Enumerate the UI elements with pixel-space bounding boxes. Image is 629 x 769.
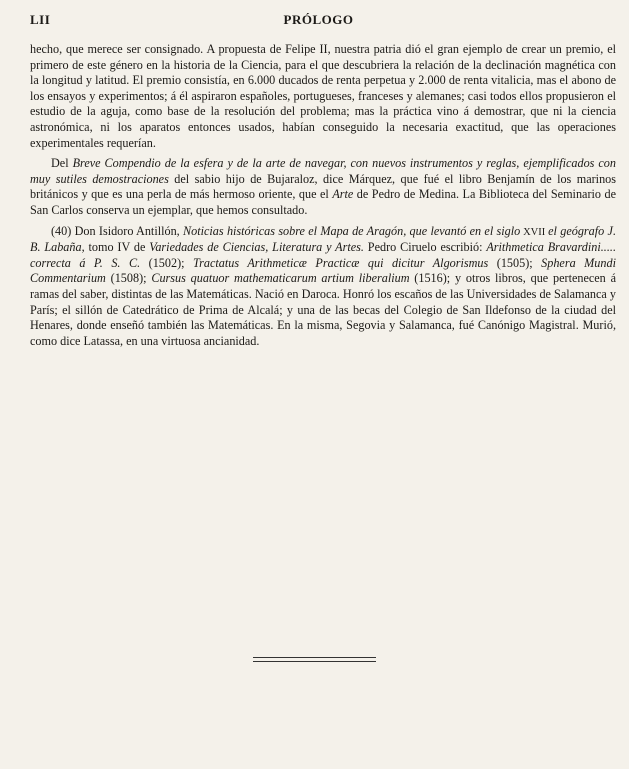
text-run: (40) Don Isidoro Antillón, (51, 223, 184, 238)
book-title: Sphera Mundi Commentarium (30, 255, 616, 286)
book-title: Arte (332, 187, 354, 202)
book-title: Tractatus Arithmeticæ Practicæ qui dicitur Algorismus (193, 255, 489, 270)
book-title: el geógrafo J. B. Labaña, (30, 223, 616, 255)
running-title: PRÓLOGO (283, 12, 354, 27)
text-run: Del (51, 156, 73, 171)
text-run: (1508); (105, 271, 152, 286)
body-text (30, 42, 616, 354)
text-run: (1505); (488, 255, 542, 270)
page-header (30, 12, 607, 32)
book-title: Cursus quatuor mathematicarum artium liberalium (151, 271, 410, 286)
rule-line (253, 661, 376, 662)
book-title: Noticias históricas sobre el Mapa de Aragón, que levantó en el siglo (183, 223, 521, 238)
paragraph-main: hecho, que merece ser consignado. A propuesta de Felipe II, nuestra patria dió el gran ejemplo de crear un premio, el primero de este género en la historia de la Ciencia, para el que descubriera la relación de la declinación magnética con la longitud y latitud. El premio consistía, en 6.000 ducados de renta perpetua y 2.000 de renta vitalicia, mas el abono de los ensayos y experimentos; á él aspiraron españoles, portugueses, franceses y alemanes; casi todos ellos propusieron el estudio de la aguja, como base de la resolución del problema; mas la práctica vino á demostrar, que ni la ciencia astronómica, ni los aparatos entonces usados, habían conseguido la necesaria exactitud, que las operaciones experimentales requerían. (30, 42, 616, 150)
text-run: de Pedro de Medina. La Biblioteca del Seminario de San Carlos conserva un ejemplar, que hemos consultado. (30, 187, 616, 217)
page-number: LII (30, 12, 51, 27)
book-title: Variedades de Ciencias, Literatura y Artes. (149, 240, 364, 255)
text-run: (1516); y otros libros, que pertenecen á ramas del saber, distintas de las Matemáticas. Nació en Daroca. Honró los escaños de las Universidades de Salamanca y París; el sillón de Catedrático de Prima de Alcalá; y una de las becas del Colegio de San Ildefonso de la ciudad del Henares, donde enseñó también las Matemáticas. En la misma, Segovia y Salamanca, fué Canónigo Magistral. Murió, como dice Latassa, en una virtuosa ancianidad. (30, 271, 616, 348)
rule-line (253, 657, 376, 658)
book-title: Arithmetica Bravardini..... correcta á P. S. C. (30, 240, 616, 270)
text-run: Pedro Ciruelo escribió: (363, 240, 487, 255)
footnote-40 (30, 224, 616, 350)
text-run: tomo IV de (84, 240, 150, 255)
end-rule (253, 657, 376, 662)
paragraph-compendio (30, 156, 616, 218)
century-numeral: XVII (520, 226, 549, 238)
book-title: Breve Compendio de la esfera y de la arte de navegar, con nuevos instrumentos y reglas, ejemplificados con muy sutiles demostraciones (30, 156, 616, 186)
text-run: del sabio hijo de Bujaraloz, dice Márquez, que fué el libro Benjamín de los marinos británicos y que es una perla de más hermoso oriente, que el (30, 171, 616, 202)
text-run: (1502); (140, 255, 194, 270)
